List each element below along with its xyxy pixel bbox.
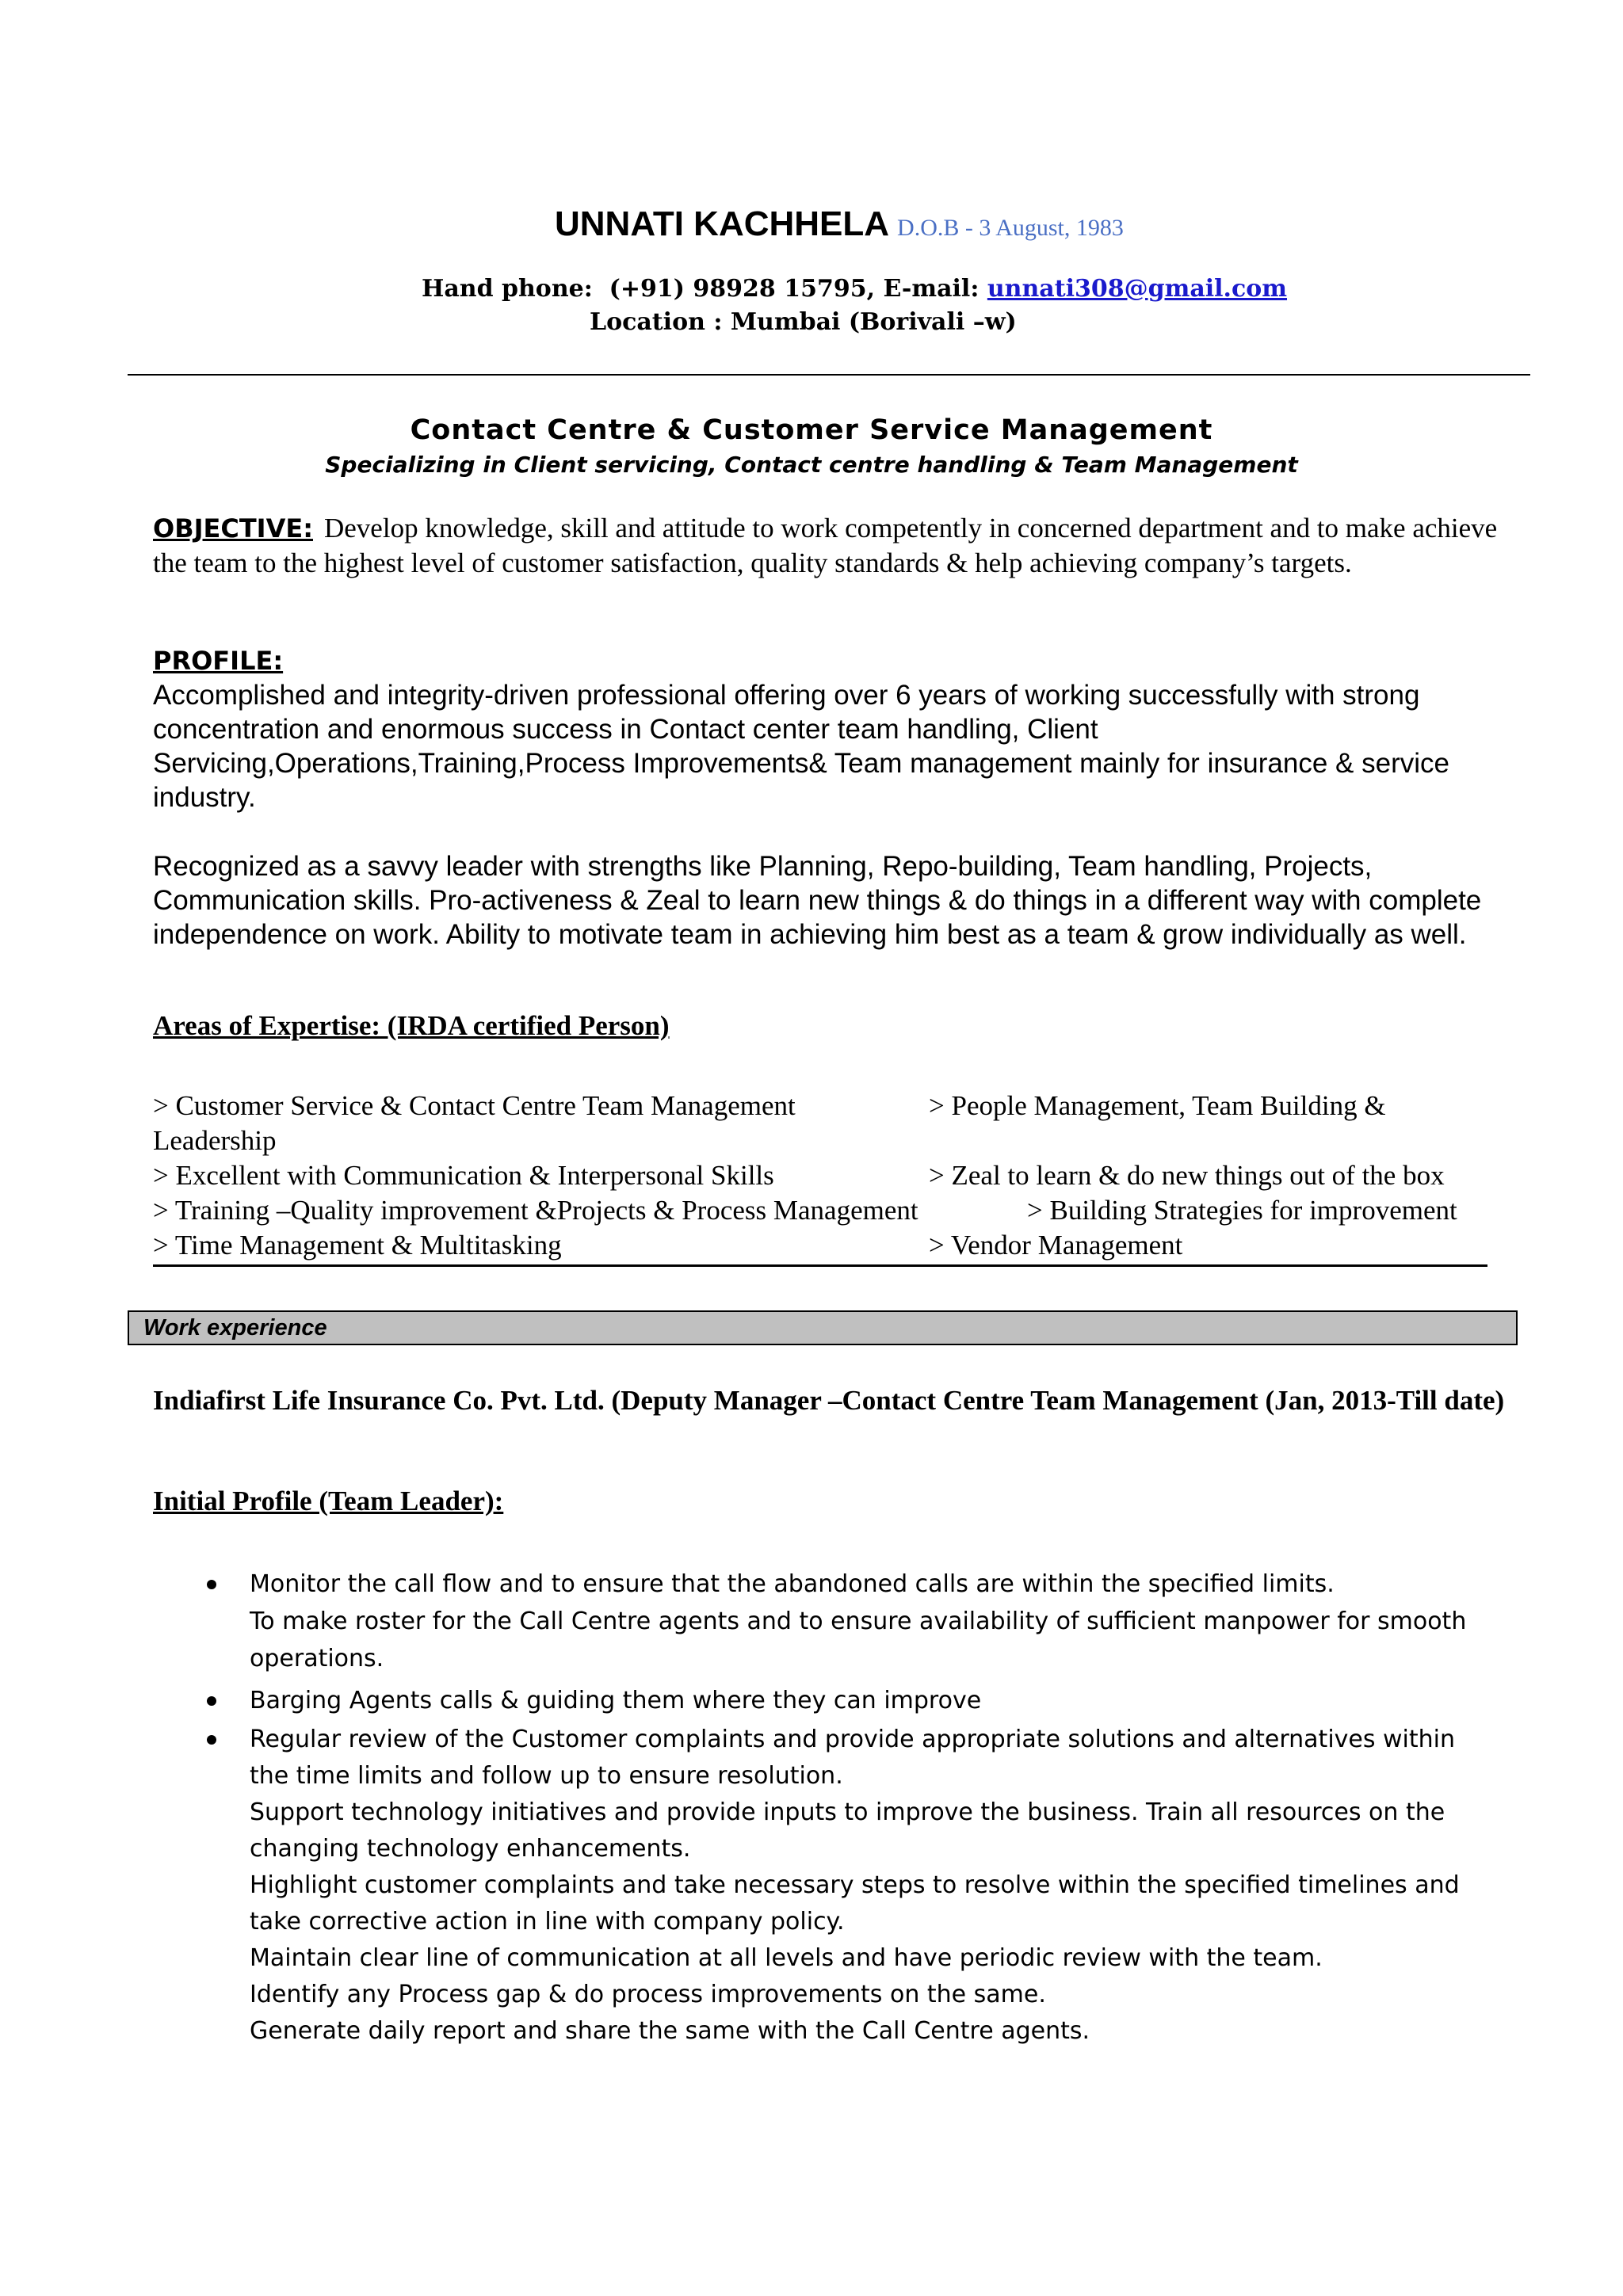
list-item: Barging Agents calls & guiding them where they can improve — [250, 1687, 982, 1714]
bullet-icon — [207, 1580, 216, 1589]
profile-paragraph-1: Accomplished and integrity-driven professional offering over 6 years of working successfully with strong concentration and enormous success in Contact center team handling, Client Servicing,Operations,Training,Process Improvements& Team management mainly for insurance & service industry. — [153, 680, 1449, 813]
name-line — [555, 204, 1124, 244]
work-experience-bar — [128, 1310, 1518, 1345]
list-item: take corrective action in line with company policy. — [250, 1908, 845, 1936]
work-experience-title: Work experience — [143, 1315, 327, 1341]
expertise-item-continuation: Leadership — [153, 1125, 277, 1156]
expertise-item: > Building Strategies for improvement — [1027, 1195, 1457, 1226]
expertise-item: > Training –Quality improvement &Projects & Process Management — [153, 1195, 918, 1226]
list-item: the time limits and follow up to ensure resolution. — [250, 1762, 843, 1790]
expertise-divider — [153, 1264, 1487, 1267]
headline-subtitle: Specializing in Client servicing, Contact centre handling & Team Management — [325, 452, 1298, 478]
expertise-item: > People Management, Team Building & — [929, 1090, 1386, 1121]
job-title: Indiafirst Life Insurance Co. Pvt. Ltd. (Deputy Manager –Contact Centre Team Management (Jan, 2013-Till date) — [153, 1385, 1505, 1416]
expertise-item: > Zeal to learn & do new things out of the box — [929, 1160, 1445, 1191]
list-item: Monitor the call flow and to ensure that the abandoned calls are within the specified limits. — [250, 1570, 1335, 1598]
list-item: changing technology enhancements. — [250, 1835, 691, 1863]
expertise-item: > Customer Service & Contact Centre Team Management — [153, 1090, 796, 1121]
initial-profile-heading: Initial Profile (Team Leader): — [153, 1486, 504, 1516]
phone-text: Hand phone: (+91) 98928 15795, E-mail: — [422, 275, 987, 303]
date-of-birth: D.O.B - 3 August, 1983 — [897, 215, 1124, 241]
expertise-item: > Excellent with Communication & Interpersonal Skills — [153, 1160, 774, 1191]
profile-label: PROFILE: — [153, 646, 284, 676]
list-item: Generate daily report and share the same with the Call Centre agents. — [250, 2017, 1090, 2045]
list-item: To make roster for the Call Centre agents and to ensure availability of sufficient manpower for smooth — [250, 1608, 1467, 1635]
list-item: Highlight customer complaints and take necessary steps to resolve within the specified timelines and — [250, 1871, 1460, 1899]
list-item: Regular review of the Customer complaints and provide appropriate solutions and alternatives within — [250, 1726, 1456, 1753]
location-line: Location : Mumbai (Borivali –w) — [590, 308, 1017, 336]
objective-label: OBJECTIVE: — [153, 513, 313, 543]
expertise-heading: Areas of Expertise: (IRDA certified Person) — [153, 1010, 670, 1041]
contact-line — [422, 275, 1287, 303]
expertise-item: > Time Management & Multitasking — [153, 1230, 562, 1261]
bullet-icon — [207, 1735, 216, 1745]
list-item: Maintain clear line of communication at all levels and have periodic review with the team. — [250, 1944, 1323, 1972]
objective-section — [153, 511, 1500, 580]
objective-text: Develop knowledge, skill and attitude to work competently in concerned department and to make achieve the team to the highest level of customer satisfaction, quality standards & help achieving company’s targets. — [153, 513, 1498, 578]
email-link[interactable]: unnati308@gmail.com — [987, 275, 1288, 303]
list-item: Support technology initiatives and provide inputs to improve the business. Train all resources on the — [250, 1798, 1445, 1826]
candidate-name: UNNATI KACHHELA — [555, 204, 890, 243]
expertise-item: > Vendor Management — [929, 1230, 1183, 1261]
header-divider — [128, 374, 1530, 376]
headline-title: Contact Centre & Customer Service Management — [410, 414, 1213, 446]
list-item: Identify any Process gap & do process improvements on the same. — [250, 1981, 1046, 2008]
bullet-icon — [207, 1696, 216, 1706]
list-item: operations. — [250, 1645, 384, 1672]
profile-paragraph-2: Recognized as a savvy leader with strengths like Planning, Repo-building, Team handling, Projects, Communication skills. Pro-activeness & Zeal to learn new things & do things in a different way with complete independence on work. Ability to motivate team in achieving him best as a team & grow individually as well. — [153, 851, 1482, 950]
